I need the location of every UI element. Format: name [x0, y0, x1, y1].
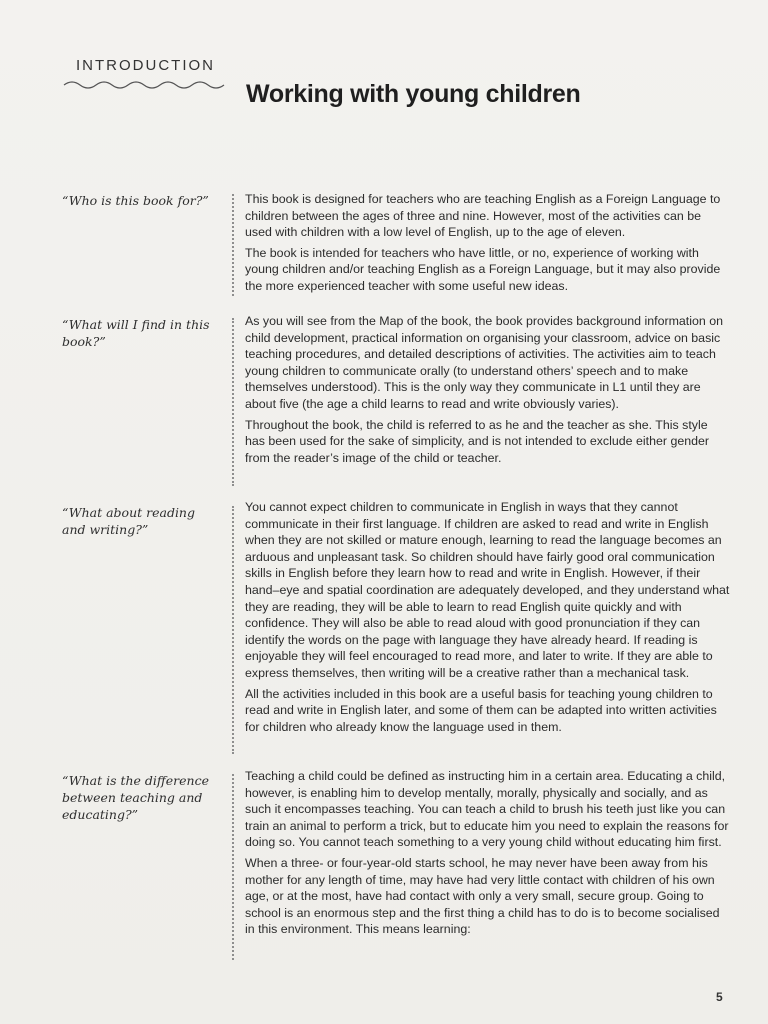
section-body-3 [245, 499, 730, 739]
wavy-underline [62, 78, 226, 90]
paragraph: You cannot expect children to communicate in English in ways that they cannot communicate in their first language. If children are asked to read and write in English when they are not skilled or mature enough, learning to read the language becomes an arduous and unpleasant task. So children should have fairly good oral communication skills in English before they learn how to read and write in English. However, if their hand–eye and spatial coordination are adequately developed, and they understand what they are reading, they will be able to learn to read English quite quickly and with confidence. They will also be able to read aloud with good pronunciation if they can identify the words on the page with language they have already heard. If reading is enjoyable they will feel encouraged to read more, and later to write. If they are able to express themselves, then writing will be a creative rather than a mechanical task. [245, 500, 730, 680]
section-label: INTRODUCTION [76, 57, 215, 74]
paragraph: All the activities included in this book are a useful basis for teaching young children to read and write in English later, and some of them can be adapted into written activities for children who already know the language used in them. [245, 686, 717, 734]
margin-question-2: “What will I find in this book?” [62, 317, 210, 349]
dotted-divider-4 [232, 774, 234, 960]
margin-question-3: “What about reading and writing?” [62, 505, 195, 537]
section-body-1 [245, 191, 730, 299]
margin-question-1: “Who is this book for?” [62, 193, 209, 208]
dotted-divider-1 [232, 194, 234, 296]
dotted-divider-2 [232, 318, 234, 486]
paragraph: Throughout the book, the child is referred to as he and the teacher as she. This style has been used for the sake of simplicity, and is not intended to exclude either gender from the reader’s image of the child or teacher. [245, 417, 710, 465]
section-body-4 [245, 768, 730, 942]
dotted-divider-3 [232, 506, 234, 754]
page-title: Working with young children [246, 80, 581, 108]
page-number: 5 [716, 990, 723, 1004]
section-body-2 [245, 313, 730, 470]
paragraph: This book is designed for teachers who are teaching English as a Foreign Language to children between the ages of three and nine. However, most of the activities can be used with children with a low level of English, up to the age of eleven. [245, 192, 721, 240]
paragraph: As you will see from the Map of the book, the book provides background information on child development, practical information on organising your classroom, advice on basic teaching procedures, and detailed descriptions of activities. The activities aim to teach young children to communicate orally (to understand others’ speech and to make themselves understood). This is the only way they communicate in L1 until they are about five (the age a child learns to read and write obviously varies). [245, 314, 723, 411]
margin-question-4: “What is the difference between teaching and educating?” [62, 773, 209, 822]
paragraph: Teaching a child could be defined as instructing him in a certain area. Educating a child, however, is enabling him to develop mentally, morally, physically and socially, and as such it encompasses teaching. You can teach a child to brush his teeth just like you can train an animal to perform a trick, but to educate him you need to explain the reasons for doing so. You cannot teach something to a very young child without educating him first. [245, 769, 729, 850]
paragraph: When a three- or four-year-old starts school, he may never have been away from his mother for any length of time, may have had very little contact with children of his own age, or at the most, have had contact with only a very small, secure group. Going to school is an enormous step and the first thing a child has to do is to become socialised in this environment. This means learning: [245, 855, 720, 937]
paragraph: The book is intended for teachers who have little, or no, experience of working with young children and/or teaching English as a Foreign Language, but it may also provide the more experienced teacher with some useful new ideas. [245, 245, 721, 293]
